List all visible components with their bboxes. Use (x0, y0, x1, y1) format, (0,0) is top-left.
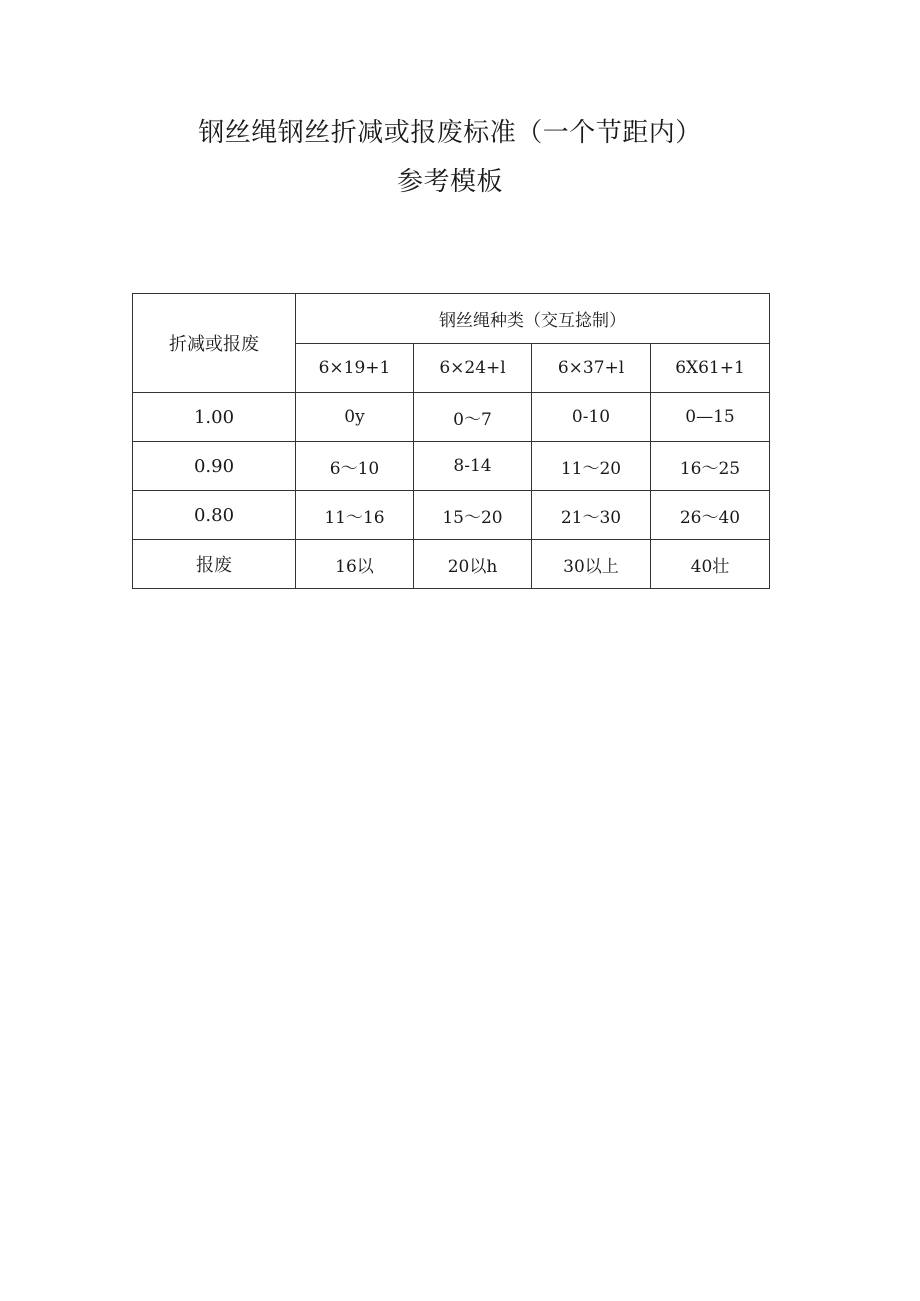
row-label: 0.90 (133, 442, 296, 491)
table-row (133, 393, 770, 442)
table-cell: 20以h (414, 540, 532, 589)
document-title: 钢丝绳钢丝折减或报废标准（一个节距内） (198, 118, 702, 148)
table-cell: 11～16 (296, 491, 414, 540)
table-row (133, 442, 770, 491)
table-row (133, 491, 770, 540)
corner-header-cell: 折减或报废 (133, 294, 296, 393)
table-cell: 0～7 (414, 393, 532, 442)
table-cell: 0y (296, 393, 414, 442)
row-label: 报废 (133, 540, 296, 589)
table-row (133, 540, 770, 589)
table-cell: 40壮 (651, 540, 770, 589)
table-cell: 26～40 (651, 491, 770, 540)
table-header-row (133, 294, 770, 344)
row-label: 1.00 (133, 393, 296, 442)
table-cell: 6～10 (296, 442, 414, 491)
row-label: 0.80 (133, 491, 296, 540)
table-cell: 16以 (296, 540, 414, 589)
table-cell: 0—15 (651, 393, 770, 442)
table-cell: 8-14 (414, 442, 532, 491)
table-cell: 16～25 (651, 442, 770, 491)
table-cell: 0-10 (532, 393, 651, 442)
table-cell: 30以上 (532, 540, 651, 589)
wire-rope-standard-table (132, 293, 770, 589)
group-header-cell: 钢丝绳种类（交互捻制） (296, 294, 770, 344)
table-cell: 11～20 (532, 442, 651, 491)
table-cell: 21～30 (532, 491, 651, 540)
table-cell: 15～20 (414, 491, 532, 540)
column-header: 6X61+1 (651, 344, 770, 393)
document-subtitle: 参考模板 (396, 167, 503, 197)
column-header: 6×19+1 (296, 344, 414, 393)
column-header: 6×24+l (414, 344, 532, 393)
column-header: 6×37+l (532, 344, 651, 393)
